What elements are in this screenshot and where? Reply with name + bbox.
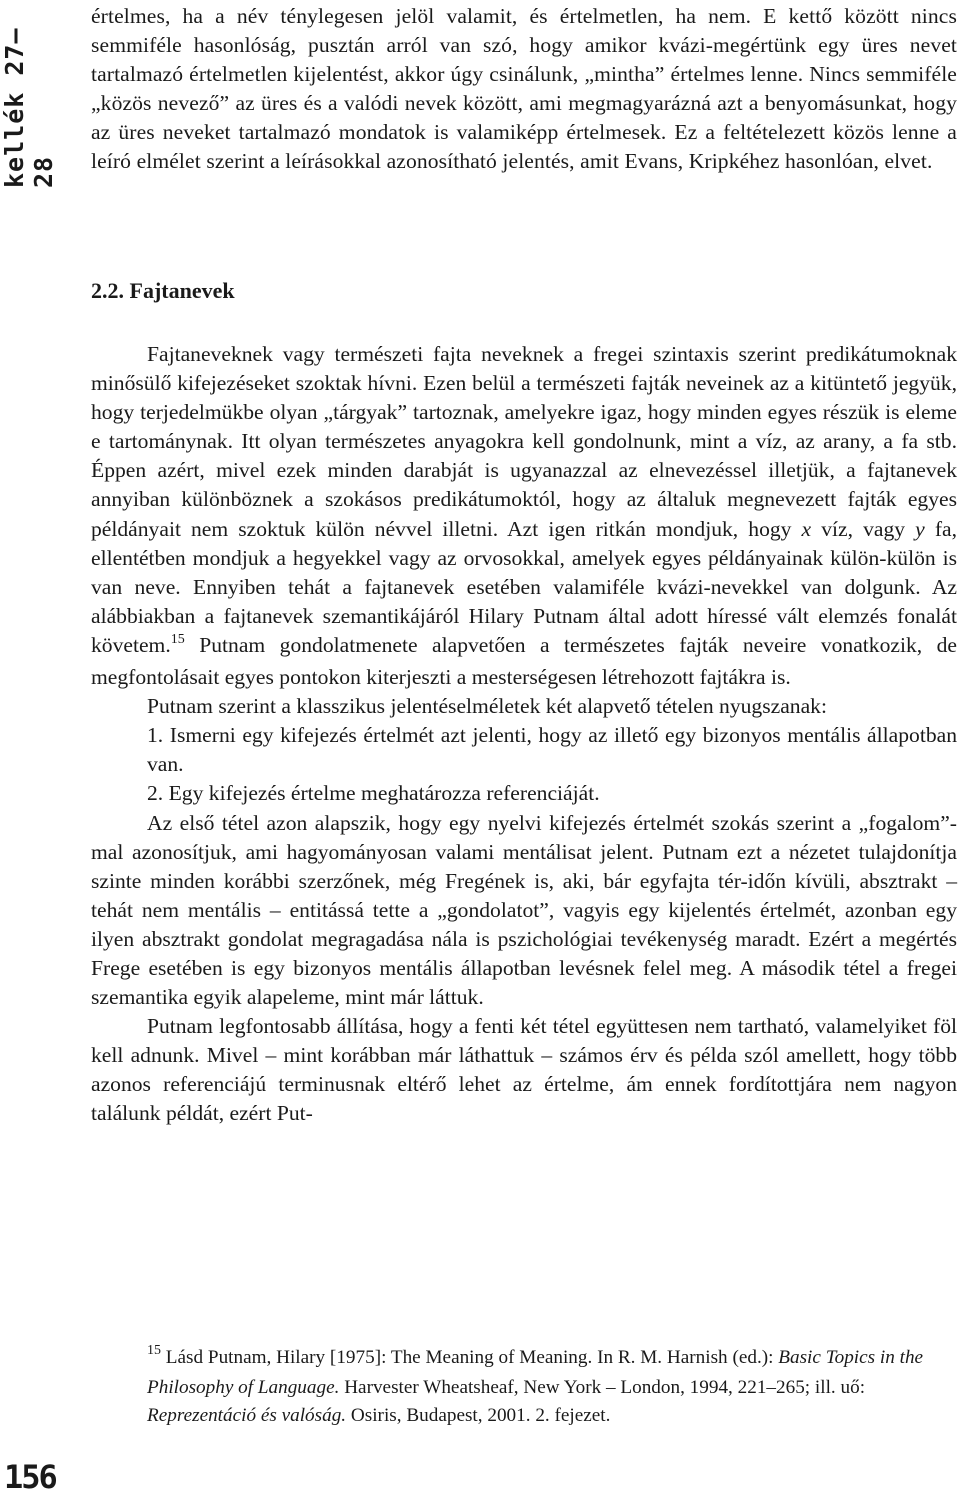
paragraph-fajtanevek-part-d: Putnam gondolatmenete alapvetően a természetes fajták neveire vonatkozik, de megfontolásait egyes pontokon kiterjeszti a mesterségesen létrehozott fajtákra is. bbox=[91, 632, 958, 690]
section-heading: 2.2. Fajtanevek bbox=[91, 278, 235, 303]
footnote-text-a: Lásd Putnam, Hilary [1975]: The Meaning of Meaning. In R. M. Harnish (ed.): bbox=[165, 1347, 774, 1368]
variable-x: x bbox=[801, 516, 812, 541]
footnote-title-a: Basic Topics in the Philosophy of Language. bbox=[147, 1347, 924, 1398]
paragraph-first-thesis: Az első tétel azon alapszik, hogy egy nyelvi kifejezés értelmét szokás szerint a „fogalom”-mal azonosítjuk, ami hagyományosan valami mentálisat jelent. Putnam ezt a nézetet tulajdonítja szinte minden korábbi szerzőnek, még Fregének is, aki, bár egyfajta tér-időn kívüli, absztrakt – tehát nem mentális – entitássá tette a „gondolatot”, vagyis egy kijelentés értelmét, azonban egy ilyen absztrakt gondolat megragadása nála is pszichológiai tevékenység maradt. Ezért a megértés Frege esetében is egy bizonyos mentális állapotban levésnek felel meg. A második tétel a fregei szemantika egyik alapeleme, mint már láttuk. bbox=[91, 810, 957, 1010]
footnote-text-c: Osiris, Budapest, 2001. 2. fejezet. bbox=[350, 1405, 611, 1426]
footnote-title-b: Reprezentáció és valóság. bbox=[147, 1405, 347, 1426]
paragraph-fajtanevek-part-a: Fajtaneveknek vagy természeti fajta neveknek a fregei szintaxis szerint predikátumoknak minősülő kifejezéseket szoktak hívni. Ezen belül a természeti fajták neveinek az a kitüntető jegyük, hogy terjedelmükbe olyan „tárgyak” tartoznak, amelyekre igaz, hogy minden egyes részük is eleme e tartománynak. Itt olyan természetes anyagokra kell gondolnunk, mint a víz, az arany, a fa stb. Éppen azért, mivel ezek minden darabját is ugyanazzal az elnevezéssel illetjük, a fajtanevek annyiban különböznek a szokásos predikátumoktól, hogy az általuk megnevezett fajták egyes példányait nem szoktuk külön névvel illetni. Azt igen ritkán mondjuk, hogy bbox=[91, 342, 957, 541]
paragraph-putnam-claim: Putnam legfontosabb állítása, hogy a fenti két tétel együttesen nem tartható, valamelyiket föl kell adnunk. Mivel – mint korábban már láthattuk – számos érv és példa szól amellett, hogy több azonos referenciájú terminusnak eltérő lehet az értelme, ám ennek fordítottjára nem nagyon találunk példát, ezért Put- bbox=[91, 1014, 957, 1126]
section-heading-block bbox=[91, 278, 957, 304]
paragraph-putnam-theses: Putnam szerint a klasszikus jelentéselméletek két alapvető tételen nyugszanak: bbox=[147, 694, 827, 719]
footnote-text-b: Harvester Wheatsheaf, New York – London, 1994, 221–265; ill. uő: bbox=[344, 1377, 866, 1398]
journal-side-mark: kellék 27–28 bbox=[0, 27, 58, 188]
paragraph-fajtanevek-part-c: fa, ellentétben mondjuk a hegyekkel vagy az orvosokkal, amelyek egyes példányainak külön-külön is van neve. Ennyiben tehát a fajtanevek esetében valamiféle kvázi-nevekkel van dolgunk. Az alábbiakban a fajtanevek szemantikájáról Hilary Putnam által adott híressé vált elemzés fonalát követem. bbox=[91, 516, 957, 657]
footnote bbox=[91, 1344, 957, 1430]
variable-y: y bbox=[915, 516, 925, 541]
footnote-reference[interactable]: 15 bbox=[170, 631, 185, 647]
footnote-number: 15 bbox=[147, 1343, 161, 1358]
section-body bbox=[91, 340, 957, 1129]
list-item: 2. Egy kifejezés értelme meghatározza referenciáját. bbox=[147, 781, 600, 806]
paragraph-intro: értelmes, ha a név ténylegesen jelöl valamit, és értelmetlen, ha nem. E kettő között nincs semmiféle hasonlóság, pusztán arról van szó, hogy amikor kvázi-megértünk egy üres nevet tartalmazó értelmetlen kijelentést, akkor úgy csinálunk, „mintha” értelmes lenne. Nincs semmiféle „közös nevező” az üres és a valódi nevek között, ami megmagyarázná azt a benyomásunkat, hogy az üres neveket tartalmazó mondatok is valamiképp értelmesek. Ez a feltételezett közös lenne a leíró elmélet szerint a leírásokkal azonosítható jelentés, amit Evans, Kripkéhez hasonlóan, elvet. bbox=[91, 4, 957, 174]
body-text-top bbox=[91, 2, 957, 177]
list-item: 1. Ismerni egy kifejezés értelmét azt jelenti, hogy az illető egy bizonyos mentális állapotban van. bbox=[147, 723, 957, 777]
paragraph-fajtanevek bbox=[91, 340, 957, 692]
paragraph-fajtanevek-part-b: víz, vagy bbox=[821, 516, 906, 541]
page-number: 156 bbox=[4, 1458, 56, 1496]
footnote-block bbox=[91, 1344, 957, 1430]
